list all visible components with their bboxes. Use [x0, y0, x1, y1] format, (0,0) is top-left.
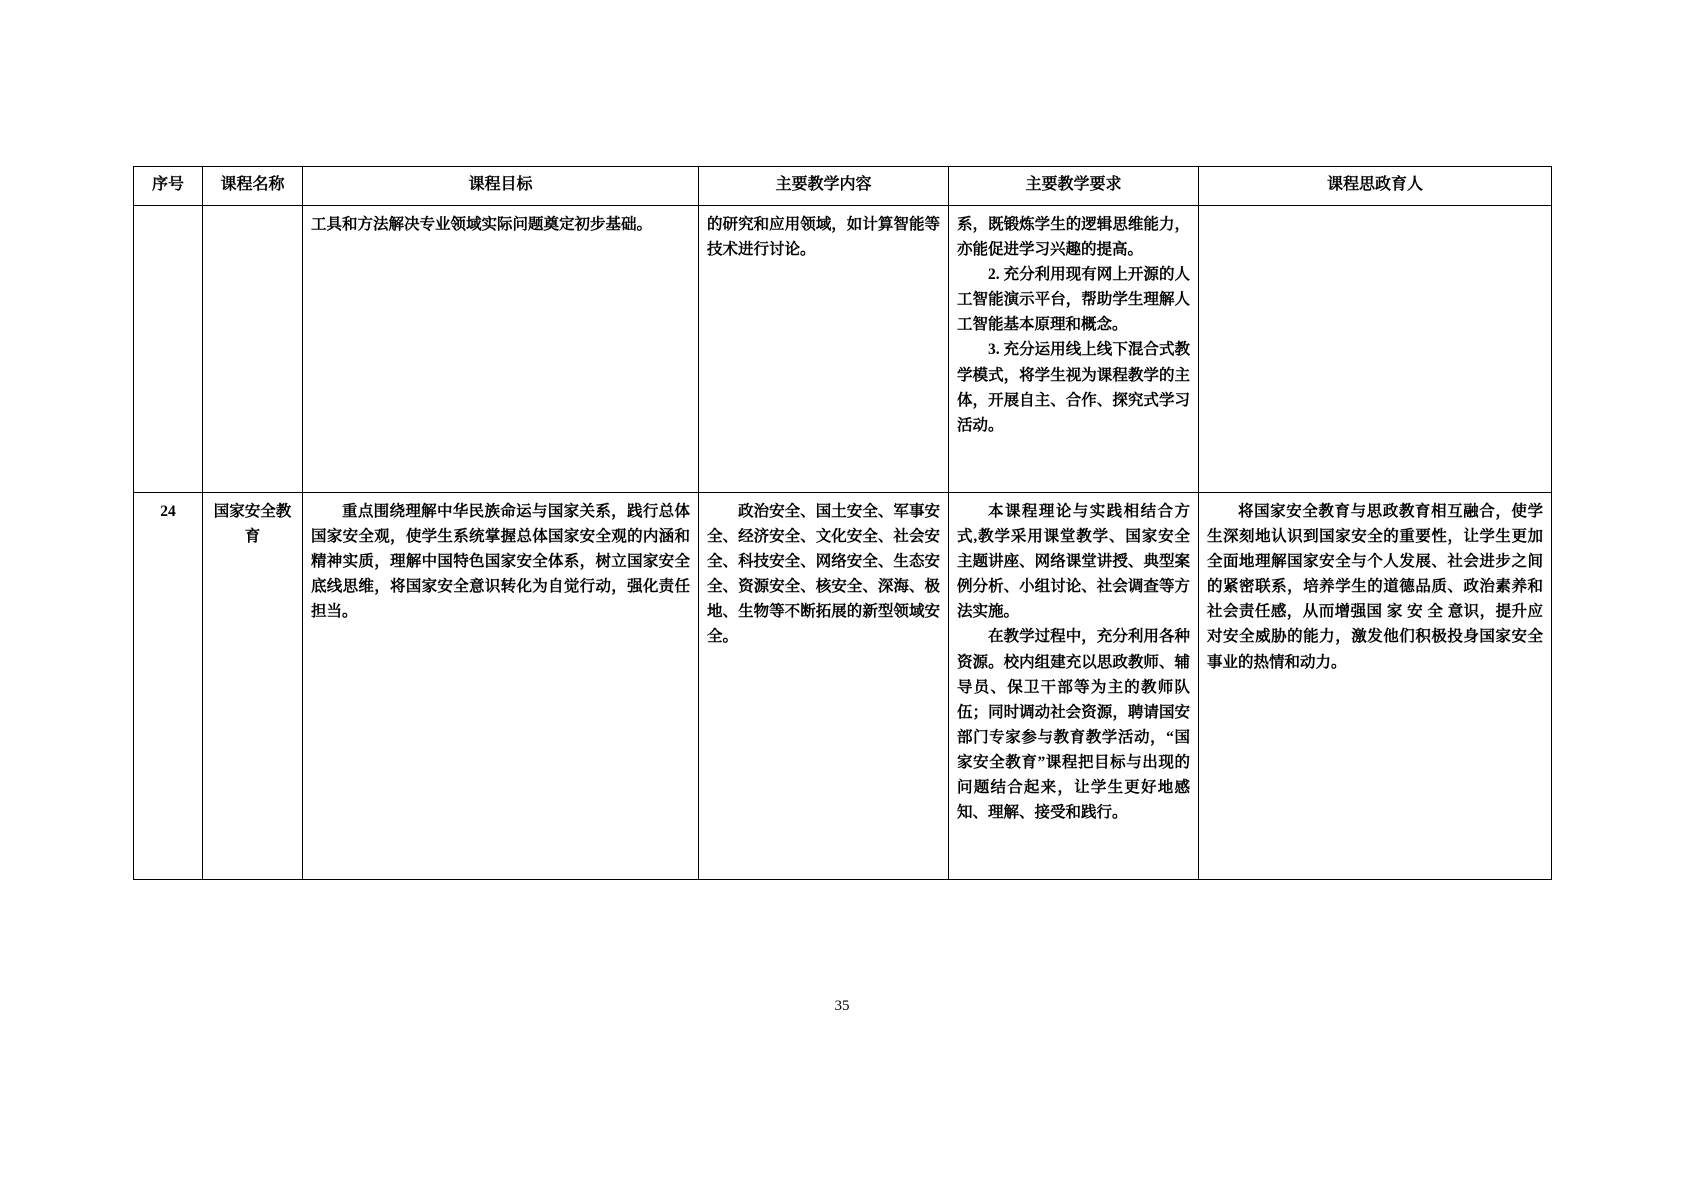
teaching-content-paragraph: 政治安全、国土安全、军事安全、经济安全、文化安全、社会安全、科技安全、网络安全、生态安全、资源安全、核安全、深海、极地、生物等不断拓展的新型领域安全。	[707, 502, 940, 646]
cell-course-name	[203, 205, 303, 492]
cell-teaching-content	[699, 492, 949, 879]
cell-teaching-requirement	[949, 205, 1199, 492]
column-header-teaching-requirement: 主要教学要求	[949, 167, 1199, 206]
column-header-course-name: 课程名称	[203, 167, 303, 206]
cell-course-goal	[303, 492, 699, 879]
requirement-paragraph: 3. 充分运用线上线下混合式教学模式，将学生视为课程教学的主体，开展自主、合作、探究式学习活动。	[957, 341, 1190, 434]
cell-course-name: 国家安全教育	[203, 492, 303, 879]
column-header-ideological-education: 课程思政育人	[1199, 167, 1552, 206]
column-header-course-goal: 课程目标	[303, 167, 699, 206]
cell-ideological-education	[1199, 492, 1552, 879]
table-row	[134, 205, 1552, 492]
table-row	[134, 492, 1552, 879]
requirement-paragraph: 2. 充分利用现有网上开源的人工智能演示平台，帮助学生理解人工智能基本原理和概念。	[957, 266, 1190, 334]
requirement-paragraph: 本课程理论与实践相结合方式,教学采用课堂教学、国家安全主题讲座、网络课堂讲授、典型案例分析、小组讨论、社会调查等方法实施。	[957, 502, 1190, 621]
cell-ideological-education	[1199, 205, 1552, 492]
course-goal-paragraph: 重点围绕理解中华民族命运与国家关系，践行总体国家安全观，使学生系统掌握总体国家安全观的内涵和精神实质，理解中国特色国家安全体系，树立国家安全底线思维，将国家安全意识转化为自觉行动，强化责任担当。	[311, 502, 690, 621]
column-header-teaching-content: 主要教学内容	[699, 167, 949, 206]
requirement-paragraph: 系，既锻炼学生的逻辑思维能力，亦能促进学习兴趣的提高。	[957, 215, 1190, 259]
cell-course-goal: 工具和方法解决专业领域实际问题奠定初步基础。	[303, 205, 699, 492]
requirement-paragraph: 在教学过程中，充分利用各种资源。校内组建充以思政教师、辅导员、保卫干部等为主的教师队伍；同时调动社会资源，聘请国安部门专家参与教育教学活动，“国家安全教育”课程把目标与出现的问题结合起来，让学生更好地感知、理解、接受和践行。	[957, 628, 1190, 822]
cell-teaching-requirement	[949, 492, 1199, 879]
page-number: 35	[834, 998, 850, 1014]
ideological-education-paragraph: 将国家安全教育与思政教育相互融合，使学生深刻地认识到国家安全的重要性，让学生更加全面地理解国家安全与个人发展、社会进步之间的紧密联系，培养学生的道德品质、政治素养和社会责任感，从而增强国 家 安 全 意识，提升应对安全威胁的能力，激发他们积极投身国家安全事业的热情和动力。	[1207, 502, 1543, 671]
column-header-seq: 序号	[134, 167, 203, 206]
course-table	[133, 166, 1552, 880]
cell-seq	[134, 205, 203, 492]
cell-teaching-content: 的研究和应用领域，如计算智能等技术进行讨论。	[699, 205, 949, 492]
cell-seq: 24	[134, 492, 203, 879]
table-header-row	[134, 167, 1552, 206]
